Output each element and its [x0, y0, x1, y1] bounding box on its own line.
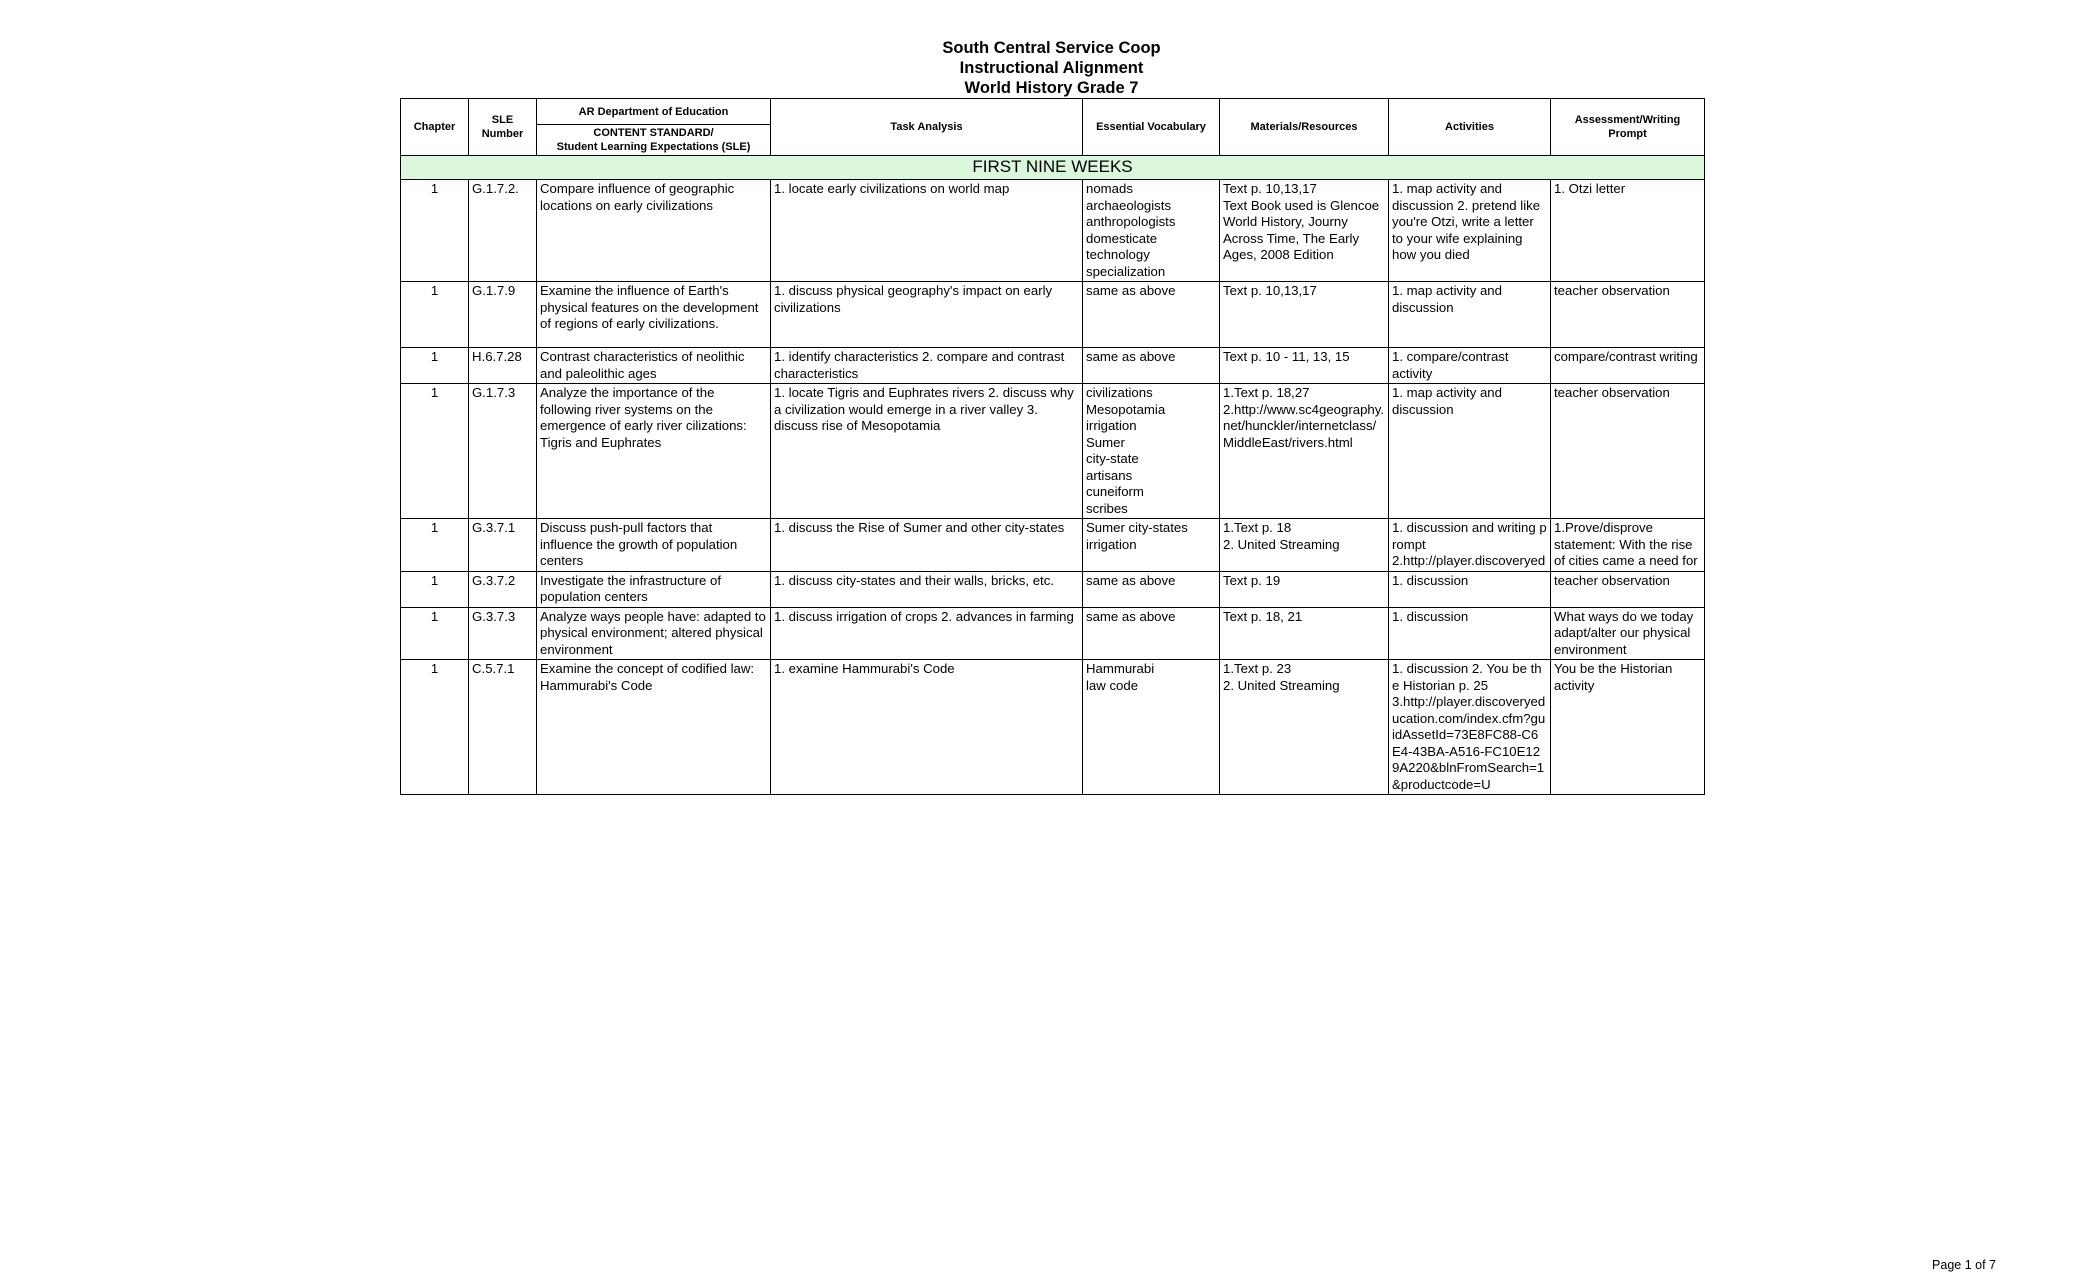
- cell-materials: Text p. 10,13,17 Text Book used is Glencoe World History, Journy Across Time, The Early Ages, 2008 Edition: [1220, 180, 1389, 282]
- cell-standard: Investigate the infrastructure of population centers: [537, 571, 771, 607]
- cell-chapter: 1: [401, 384, 469, 519]
- table-row: [401, 180, 1705, 282]
- cell-standard: Contrast characteristics of neolithic and paleolithic ages: [537, 348, 771, 384]
- header-ar-department: AR Department of Education: [537, 99, 771, 125]
- cell-vocabulary: nomads archaeologists anthropologists domesticate technology specialization: [1083, 180, 1220, 282]
- cell-materials: 1.Text p. 18,27 2.http://www.sc4geography.net/hunckler/internetclass/MiddleEast/rivers.html: [1220, 384, 1389, 519]
- cell-task: 1. discuss physical geography's impact on early civilizations: [771, 282, 1083, 348]
- cell-vocabulary: same as above: [1083, 348, 1220, 384]
- cell-vocabulary: same as above: [1083, 607, 1220, 660]
- cell-task: 1. discuss the Rise of Sumer and other city-states: [771, 519, 1083, 572]
- cell-materials: Text p. 10,13,17: [1220, 282, 1389, 348]
- cell-sle: G.3.7.1: [469, 519, 537, 572]
- cell-activities: 1. map activity and discussion: [1389, 282, 1551, 348]
- cell-vocabulary: civilizations Mesopotamia irrigation Sumer city-state artisans cuneiform scribes: [1083, 384, 1220, 519]
- cell-task: 1. discuss irrigation of crops 2. advances in farming: [771, 607, 1083, 660]
- header-task-analysis: Task Analysis: [771, 99, 1083, 156]
- alignment-table: [400, 98, 1705, 795]
- cell-standard: Compare influence of geographic locations on early civilizations: [537, 180, 771, 282]
- cell-sle: C.5.7.1: [469, 660, 537, 795]
- document-header: [400, 38, 1703, 98]
- page-number: Page 1 of 7: [1932, 1258, 1996, 1272]
- cell-sle: G.1.7.9: [469, 282, 537, 348]
- cell-chapter: 1: [401, 348, 469, 384]
- cell-chapter: 1: [401, 607, 469, 660]
- table-row: [401, 282, 1705, 348]
- cell-activities: 1. map activity and discussion: [1389, 384, 1551, 519]
- cell-activities: 1. discussion and writing prompt 2.http://player.discoveryed: [1389, 519, 1551, 572]
- document-subtitle: Instructional Alignment: [959, 59, 1144, 77]
- header-essential-vocabulary: Essential Vocabulary: [1083, 99, 1220, 156]
- cell-task: 1. locate Tigris and Euphrates rivers 2. discuss why a civilization would emerge in a river valley 3. discuss rise of Mesopotamia: [771, 384, 1083, 519]
- cell-chapter: 1: [401, 519, 469, 572]
- cell-assessment: teacher observation: [1551, 571, 1705, 607]
- table-row: [401, 571, 1705, 607]
- cell-standard: Examine the influence of Earth's physical features on the development of regions of early civilizations.: [537, 282, 771, 348]
- cell-standard: Examine the concept of codified law: Hammurabi's Code: [537, 660, 771, 795]
- header-chapter: Chapter: [401, 99, 469, 156]
- cell-vocabulary: same as above: [1083, 571, 1220, 607]
- cell-activities: 1. discussion: [1389, 607, 1551, 660]
- cell-sle: G.1.7.2.: [469, 180, 537, 282]
- table-row: [401, 519, 1705, 572]
- cell-activities: 1. discussion 2. You be the Historian p. 25 3.http://player.discoveryeducation.com/index.cfm?guidAssetId=73E8FC88-C6E4-43BA-A516-FC10E129A220&blnFromSearch=1&productcode=U: [1389, 660, 1551, 795]
- cell-sle: G.1.7.3: [469, 384, 537, 519]
- cell-task: 1. locate early civilizations on world map: [771, 180, 1083, 282]
- cell-vocabulary: same as above: [1083, 282, 1220, 348]
- cell-vocabulary: Hammurabi law code: [1083, 660, 1220, 795]
- table-row: [401, 660, 1705, 795]
- header-activities: Activities: [1389, 99, 1551, 156]
- cell-task: 1. examine Hammurabi's Code: [771, 660, 1083, 795]
- cell-standard: Analyze the importance of the following river systems on the emergence of early river cilizations: Tigris and Euphrates: [537, 384, 771, 519]
- cell-chapter: 1: [401, 282, 469, 348]
- cell-materials: Text p. 10 - 11, 13, 15: [1220, 348, 1389, 384]
- cell-assessment: teacher observation: [1551, 384, 1705, 519]
- header-materials: Materials/Resources: [1220, 99, 1389, 156]
- cell-task: 1. discuss city-states and their walls, bricks, etc.: [771, 571, 1083, 607]
- cell-assessment: teacher observation: [1551, 282, 1705, 348]
- section-title: FIRST NINE WEEKS: [401, 156, 1705, 180]
- cell-activities: 1. map activity and discussion 2. pretend like you're Otzi, write a letter to your wife explaining how you died: [1389, 180, 1551, 282]
- header-content-standard: CONTENT STANDARD/ Student Learning Expectations (SLE): [537, 125, 771, 156]
- cell-chapter: 1: [401, 660, 469, 795]
- cell-vocabulary: Sumer city-states irrigation: [1083, 519, 1220, 572]
- course-title: World History Grade 7: [964, 79, 1139, 97]
- table-row: [401, 607, 1705, 660]
- header-sle-number: SLE Number: [469, 99, 537, 156]
- table-row: [401, 348, 1705, 384]
- cell-materials: 1.Text p. 18 2. United Streaming: [1220, 519, 1389, 572]
- cell-sle: G.3.7.3: [469, 607, 537, 660]
- cell-materials: 1.Text p. 23 2. United Streaming: [1220, 660, 1389, 795]
- table-row: [401, 384, 1705, 519]
- cell-sle: G.3.7.2: [469, 571, 537, 607]
- cell-assessment: What ways do we today adapt/alter our physical environment: [1551, 607, 1705, 660]
- cell-assessment: 1.Prove/disprove statement: With the rise of cities came a need for: [1551, 519, 1705, 572]
- cell-chapter: 1: [401, 180, 469, 282]
- cell-sle: H.6.7.28: [469, 348, 537, 384]
- cell-standard: Analyze ways people have: adapted to physical environment; altered physical environment: [537, 607, 771, 660]
- cell-activities: 1. discussion: [1389, 571, 1551, 607]
- cell-activities: 1. compare/contrast activity: [1389, 348, 1551, 384]
- organization-title: South Central Service Coop: [942, 39, 1161, 57]
- cell-standard: Discuss push-pull factors that influence the growth of population centers: [537, 519, 771, 572]
- cell-assessment: You be the Historian activity: [1551, 660, 1705, 795]
- header-assessment: Assessment/Writing Prompt: [1551, 99, 1705, 156]
- cell-assessment: compare/contrast writing: [1551, 348, 1705, 384]
- cell-task: 1. identify characteristics 2. compare and contrast characteristics: [771, 348, 1083, 384]
- cell-chapter: 1: [401, 571, 469, 607]
- cell-assessment: 1. Otzi letter: [1551, 180, 1705, 282]
- cell-materials: Text p. 18, 21: [1220, 607, 1389, 660]
- cell-materials: Text p. 19: [1220, 571, 1389, 607]
